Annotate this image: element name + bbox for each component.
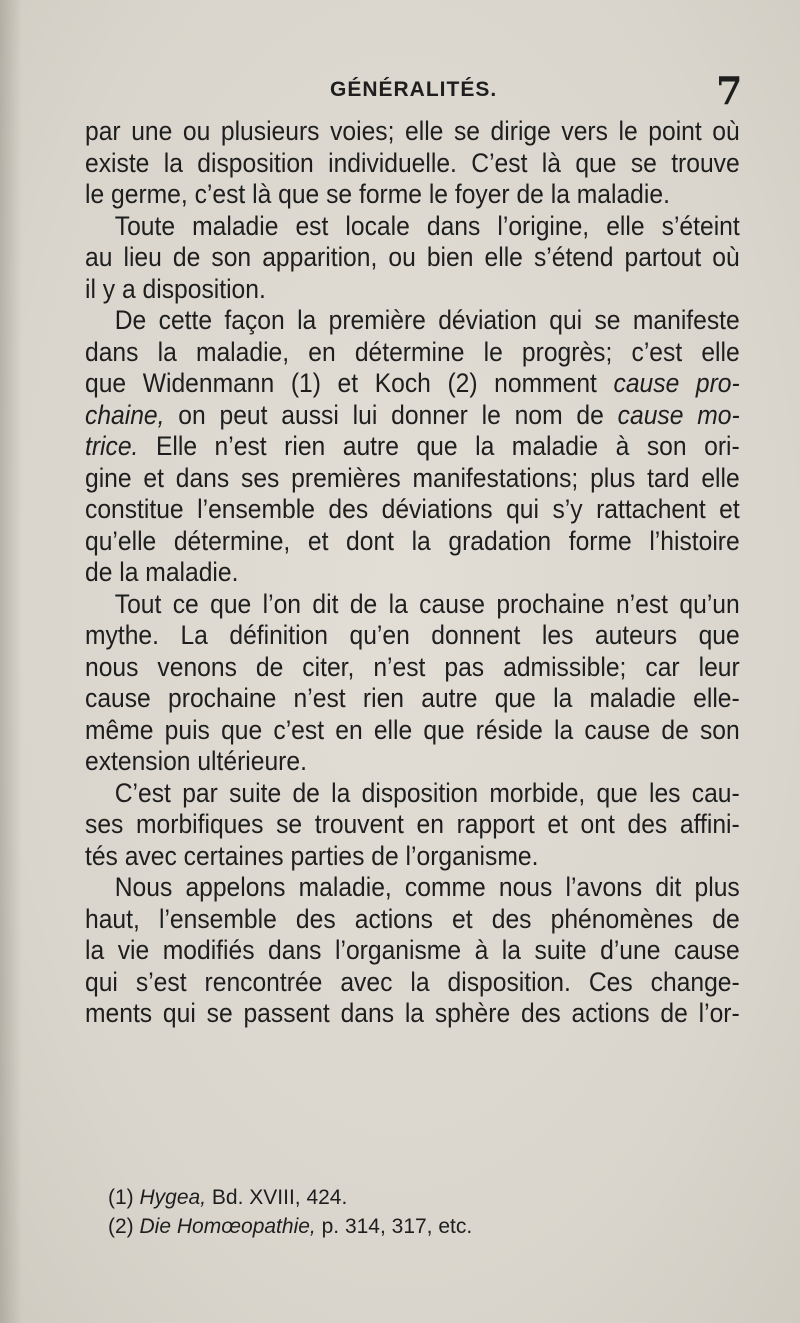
footnote-reference: p. 314, 317, etc. xyxy=(321,1215,473,1238)
footnote-1 xyxy=(108,1183,472,1212)
italic-term: trice. xyxy=(85,431,139,461)
page-edge-shadow xyxy=(0,0,22,1323)
running-title: GÉNÉRALITÉS. xyxy=(330,78,498,101)
text-line: mythe. La définition qu’en donnent les auteurs que xyxy=(85,620,740,650)
text-line xyxy=(85,431,740,463)
text-line: nous venons de citer, n’est pas admissible; car leur xyxy=(85,651,740,682)
text-line: Tout ce que l’on dit de la cause prochaine n’est qu’un xyxy=(114,588,740,619)
text-line: la vie modifiés dans l’organisme à la suite d’une cause xyxy=(85,935,740,965)
text-line: extension ultérieure. xyxy=(85,746,307,776)
text-line xyxy=(85,400,740,432)
footnote-number: (2) xyxy=(108,1215,134,1238)
page-number: 7 xyxy=(716,68,743,113)
text-line: tés avec certaines parties de l’organisme. xyxy=(85,840,539,871)
footnote-work-title: Die Homœopathie, xyxy=(139,1215,316,1238)
footnote-work-title: Hygea, xyxy=(139,1186,207,1209)
text-line: qui s’est rencontrée avec la disposition. Ces change- xyxy=(85,966,740,997)
text-line: ments qui se passent dans la sphère des actions de l’or- xyxy=(85,998,740,1028)
text-line: existe la disposition individuelle. C’est là que se trouve xyxy=(85,147,740,178)
footnote-reference: Bd. XVIII, 424. xyxy=(211,1186,348,1209)
text-line: de la maladie. xyxy=(85,557,239,587)
text-line: cause prochaine n’est rien autre que la maladie elle- xyxy=(85,683,740,713)
text-line: constitue l’ensemble des déviations qui s’y rattachent et xyxy=(85,494,740,524)
text-line: Nous appelons maladie, comme nous l’avons dit plus xyxy=(114,872,740,902)
text-segment: on peut aussi lui donner le nom de xyxy=(178,399,604,430)
text-line: au lieu de son apparition, ou bien elle s’étend partout où xyxy=(85,242,740,272)
text-line xyxy=(85,368,740,400)
italic-term: cause mo- xyxy=(617,399,740,430)
footnote-2 xyxy=(108,1212,472,1241)
text-line: même puis que c’est en elle que réside la cause de son xyxy=(85,714,740,745)
text-line: il y a disposition. xyxy=(85,273,266,304)
text-line: Toute maladie est locale dans l’origine, elle s’éteint xyxy=(114,210,740,241)
page-header xyxy=(0,68,800,113)
text-line: C’est par suite de la disposition morbide, que les cau- xyxy=(114,777,740,808)
text-line: par une ou plusieurs voies; elle se dirige vers le point où xyxy=(85,116,740,146)
text-line: le germe, c’est là que se forme le foyer de la maladie. xyxy=(85,179,670,209)
text-line: qu’elle détermine, et dont la gradation forme l’histoire xyxy=(85,525,740,556)
footnote-number: (1) xyxy=(108,1186,134,1209)
text-line: gine et dans ses premières manifestations; plus tard elle xyxy=(85,462,740,493)
text-line: haut, l’ensemble des actions et des phénomènes de xyxy=(85,903,740,934)
text-line: De cette façon la première déviation qui se manifeste xyxy=(114,305,740,335)
text-segment: que Widenmann (1) et Koch (2) nomment xyxy=(85,368,597,398)
footnotes xyxy=(108,1183,472,1241)
italic-term: chaine, xyxy=(85,399,165,430)
body-text xyxy=(85,116,740,1030)
text-line: dans la maladie, en détermine le progrès; c’est elle xyxy=(85,336,740,367)
text-segment: Elle n’est rien autre que la maladie à son ori- xyxy=(155,431,740,461)
italic-term: cause pro- xyxy=(613,368,740,398)
text-line: ses morbifiques se trouvent en rapport et ont des affini- xyxy=(85,809,740,839)
